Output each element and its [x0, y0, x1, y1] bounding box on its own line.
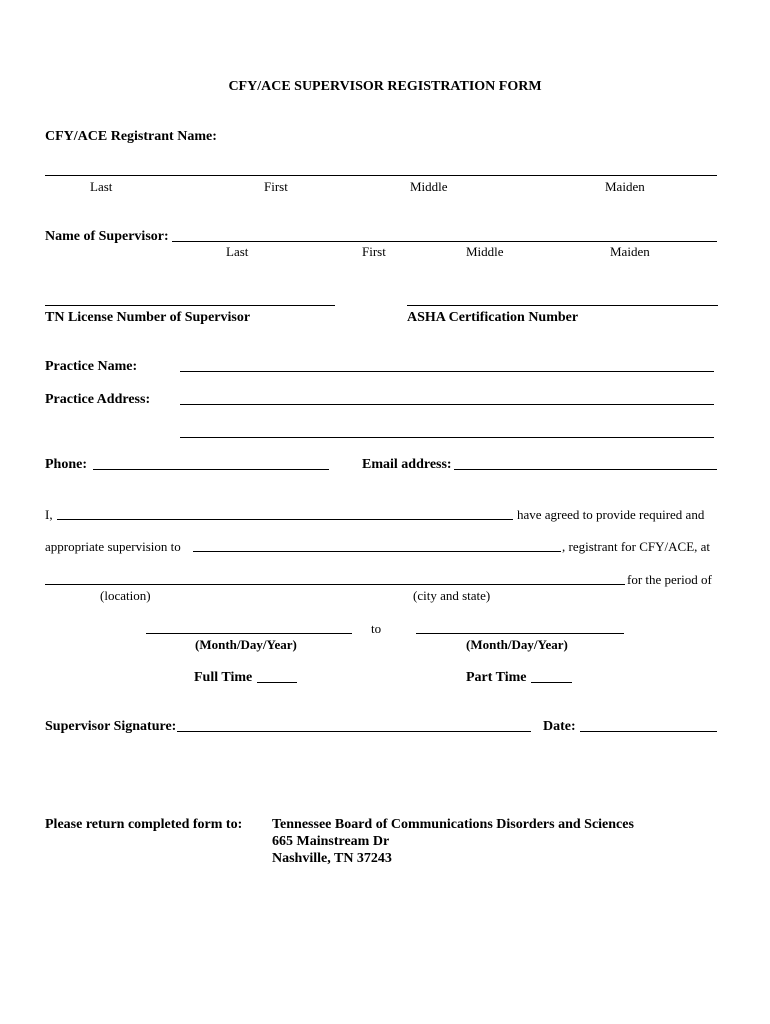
- registrant-maiden-label: Maiden: [605, 179, 645, 194]
- registrant-name-field[interactable]: [45, 175, 717, 176]
- asha-certification-label: ASHA Certification Number: [407, 310, 579, 325]
- part-time-label: Part Time: [466, 670, 527, 685]
- end-date-field[interactable]: [416, 633, 624, 634]
- supervisor-last-label: Last: [226, 244, 249, 259]
- agreement-agreed-text: have agreed to provide required and: [517, 507, 705, 522]
- practice-name-label: Practice Name:: [45, 359, 138, 374]
- full-time-label: Full Time: [194, 670, 253, 685]
- phone-field[interactable]: [93, 469, 329, 470]
- return-address-line-2: 665 Mainstream Dr: [272, 834, 390, 849]
- agreement-supervision-to-text: appropriate supervision to: [45, 539, 181, 554]
- start-date-field[interactable]: [146, 633, 352, 634]
- supervisor-maiden-label: Maiden: [610, 244, 650, 259]
- return-label: Please return completed form to:: [45, 817, 243, 832]
- registrant-first-label: First: [264, 179, 288, 194]
- registrant-middle-label: Middle: [410, 179, 448, 194]
- return-address-line-1: Tennessee Board of Communications Disorders and Sciences: [272, 817, 634, 832]
- form-title: CFY/ACE SUPERVISOR REGISTRATION FORM: [228, 79, 542, 94]
- agreement-registrant-name-field[interactable]: [193, 551, 561, 552]
- asha-certification-field[interactable]: [407, 305, 718, 306]
- to-text: to: [371, 621, 382, 636]
- practice-address-field-2[interactable]: [180, 437, 714, 438]
- supervisor-name-label: Name of Supervisor:: [45, 229, 169, 244]
- registrant-name-label: CFY/ACE Registrant Name:: [45, 129, 217, 144]
- practice-address-label: Practice Address:: [45, 392, 151, 407]
- phone-label: Phone:: [45, 457, 87, 472]
- location-sub-label: (location): [100, 588, 151, 603]
- supervisor-name-field[interactable]: [172, 241, 717, 242]
- supervisor-signature-label: Supervisor Signature:: [45, 719, 177, 734]
- supervisor-middle-label: Middle: [466, 244, 504, 259]
- return-address-line-3: Nashville, TN 37243: [272, 851, 392, 866]
- agreement-supervisor-name-field[interactable]: [57, 519, 513, 520]
- agreement-registrant-for-text: , registrant for CFY/ACE, at: [562, 539, 711, 554]
- supervisor-first-label: First: [362, 244, 386, 259]
- email-field[interactable]: [454, 469, 717, 470]
- city-state-sub-label: (city and state): [413, 588, 491, 603]
- agreement-period-of-text: for the period of: [627, 572, 712, 587]
- full-time-field[interactable]: [257, 682, 297, 683]
- date-label: Date:: [543, 719, 576, 734]
- agreement-i-prefix: I,: [45, 507, 53, 522]
- part-time-field[interactable]: [531, 682, 572, 683]
- tn-license-field[interactable]: [45, 305, 335, 306]
- registrant-last-label: Last: [90, 179, 113, 194]
- practice-address-field-1[interactable]: [180, 404, 714, 405]
- tn-license-label: TN License Number of Supervisor: [45, 310, 251, 325]
- supervisor-signature-field[interactable]: [177, 731, 531, 732]
- start-date-format-label: (Month/Day/Year): [195, 637, 297, 652]
- end-date-format-label: (Month/Day/Year): [466, 637, 568, 652]
- agreement-location-field[interactable]: [45, 584, 625, 585]
- email-label: Email address:: [362, 457, 452, 472]
- practice-name-field[interactable]: [180, 371, 714, 372]
- date-field[interactable]: [580, 731, 717, 732]
